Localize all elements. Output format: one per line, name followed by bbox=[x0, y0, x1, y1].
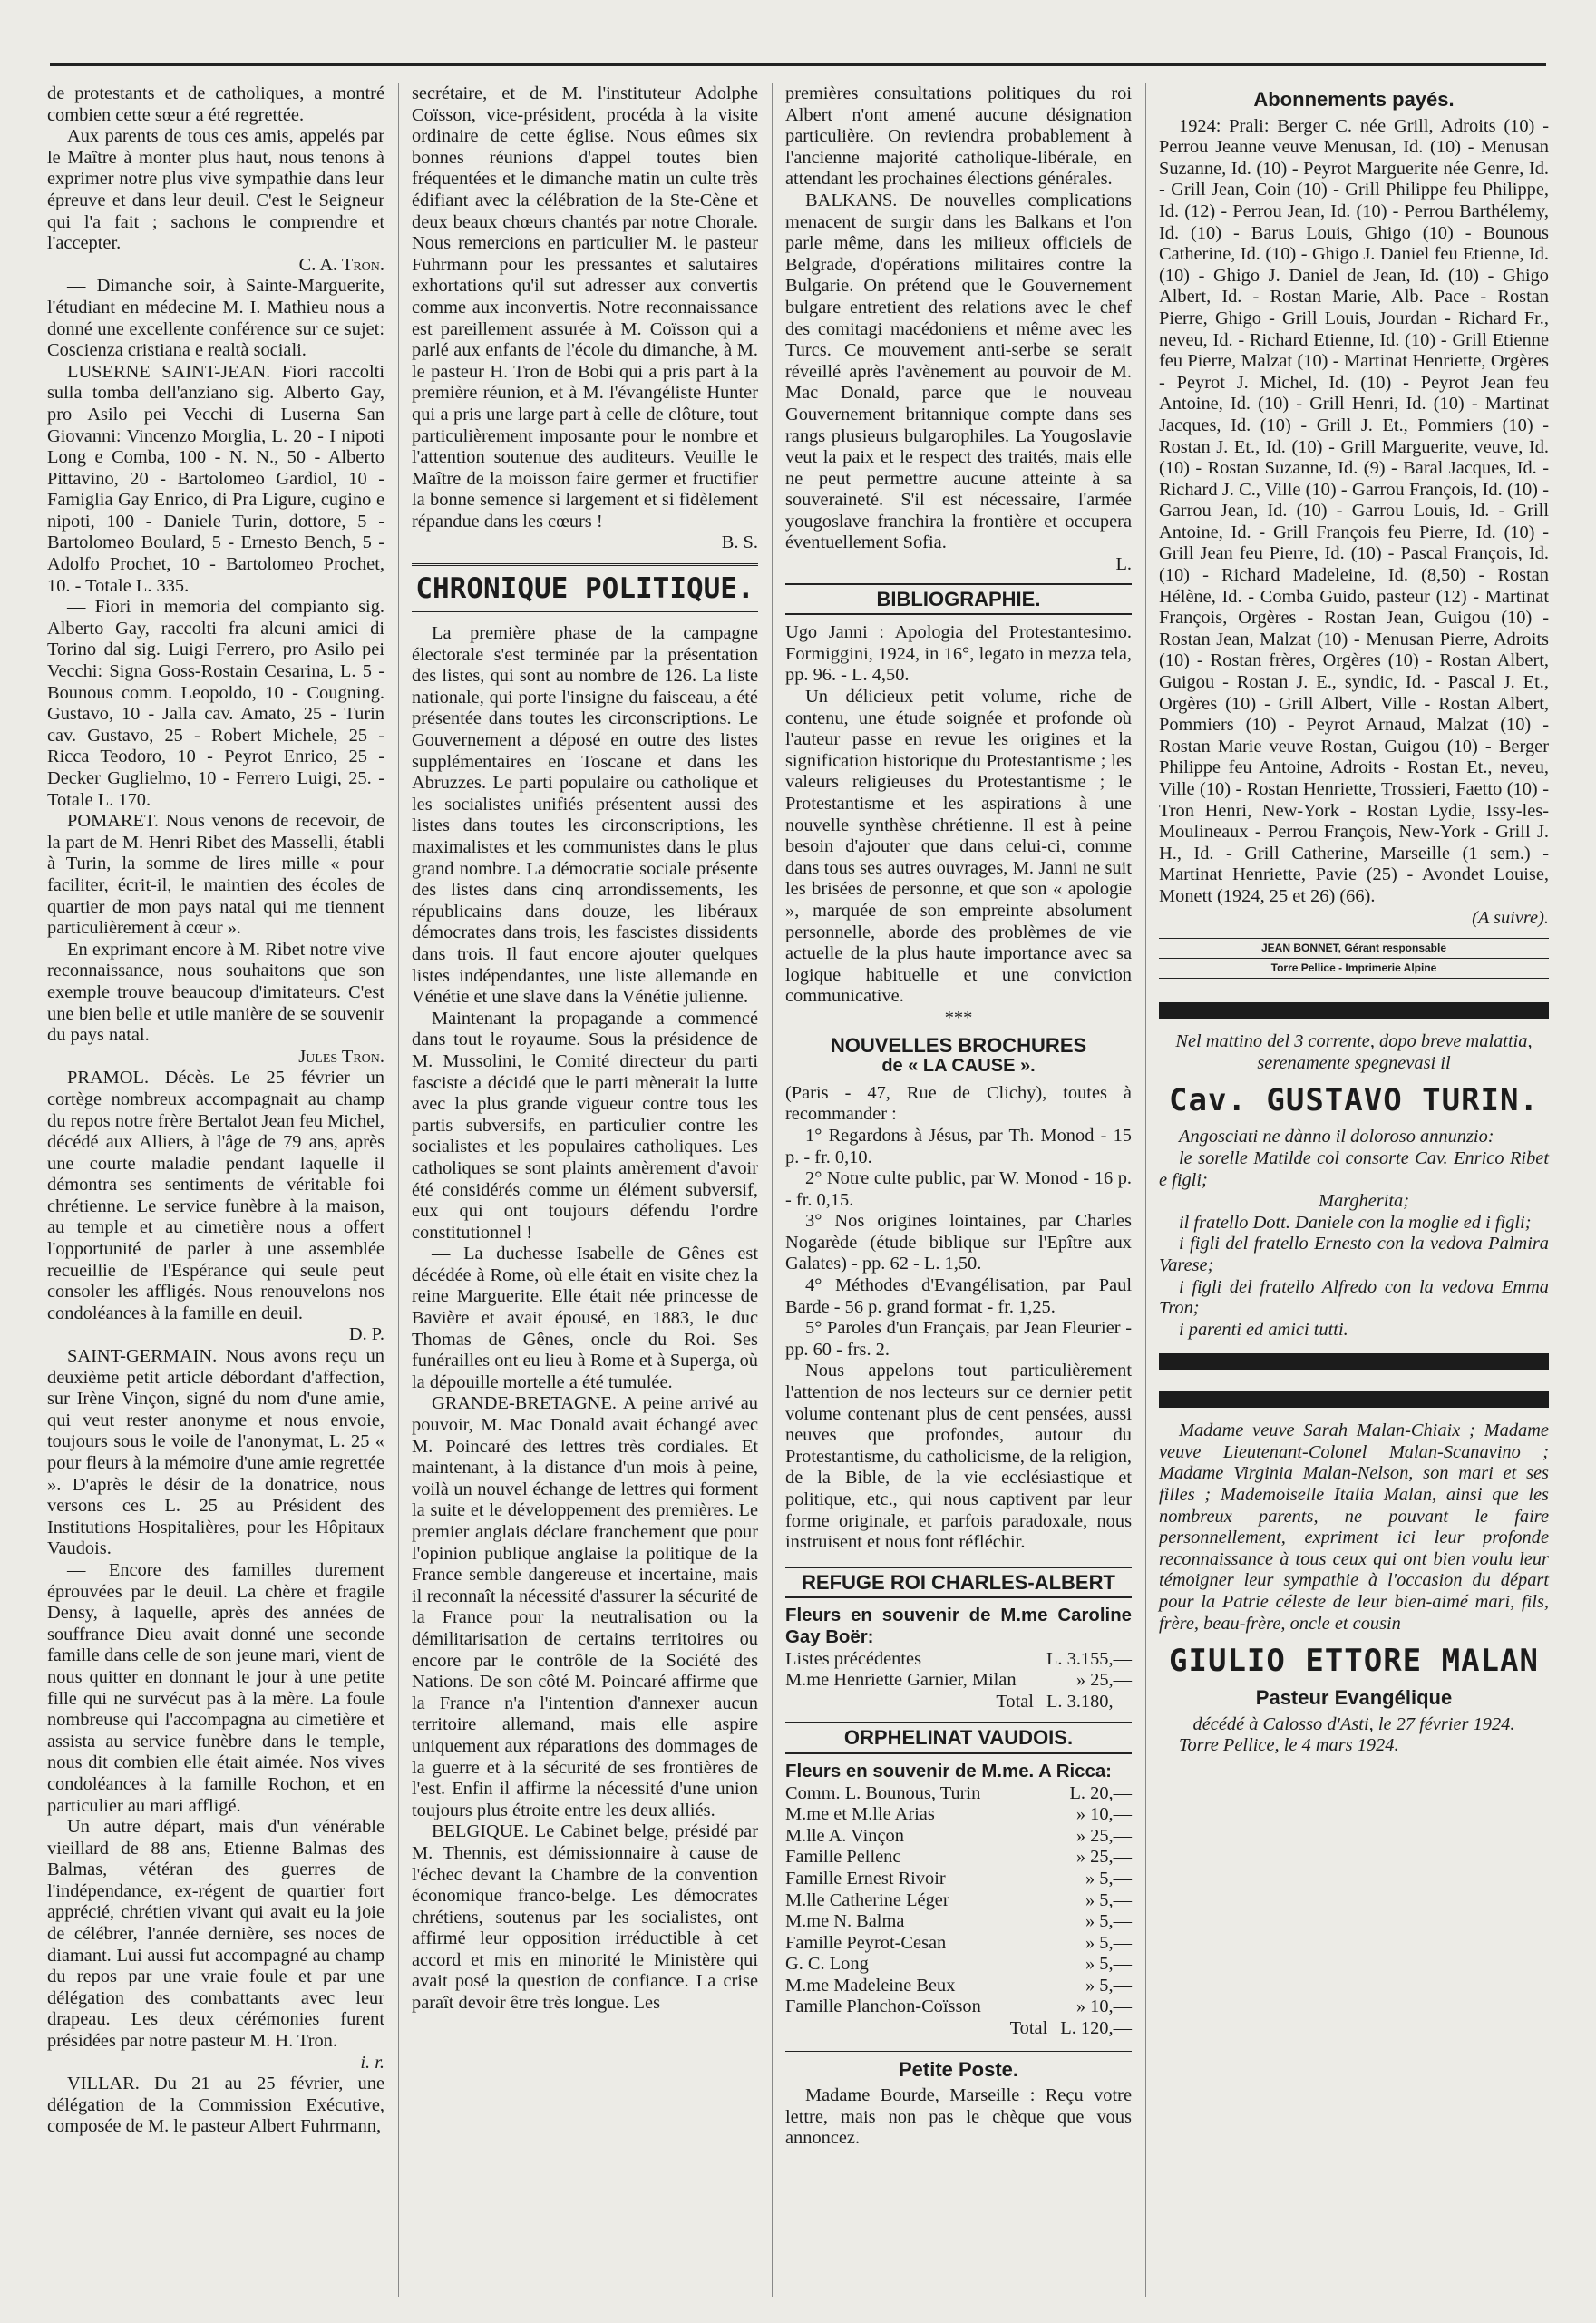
obituary-text: Madame veuve Sarah Malan-Chiaix ; Madame veuve Lieutenant-Colonel Malan-Scanavino ; Madame Virginia Malan-Nelson, son mari et ses filles ; Mademoiselle Italia Malan, ainsi que les nombreux parents, ne pouvant le faire personnellement, expriment ici leur profonde reconnaissance à tous ceux qui ont bien voulu leur témoigner leur sympathie à l'occasion du départ pour la Patrie céleste de leur bien-aimé mari, fils, frère, beau-frère, oncle et cousin bbox=[1159, 1420, 1549, 1634]
obituary-death: décédé à Calosso d'Asti, le 27 février 1924. bbox=[1192, 1713, 1515, 1734]
paragraph: secrétaire, et de M. l'instituteur Adolphe Coïsson, vice-président, procéda à la visite ordinaire de cette église. Nous eûmes six bonnes réunions d'appel toutes bien fréquentées et le dimanche matin un culte très édifiant avec la célébration de la Ste-Cène et deux beaux chœurs chantés par notre Chorale. Nous remercions en particulier M. le pasteur Fuhrmann pour les pressantes et salutaires exhortations qu'il sut adresser aux convertis comme aux inconvertis. Notre reconnaissance est pareillement assurée à M. Coïsson qui a parlé aux enfants de l'école du dimanche, à M. le pasteur H. Tron de Bobi qui a pris part à la première réunion, et à M. l'évangéliste Hunter qui a pris une large part à celle de clôture, tout particulièrement imposante pour le nombre et l'attention soutenue des auditeurs. Veuille le Maître de la moisson faire germer et fructifier la bonne semence si largement et si fidèlement répandue dans les cœurs ! bbox=[412, 83, 758, 532]
paragraph: (Paris - 47, Rue de Clichy), toutes à recommander : bbox=[785, 1082, 1132, 1125]
donation-row bbox=[785, 1783, 1132, 1805]
paragraph: PRAMOL. Décès. Le 25 février un cortège nombreux accompagnait au champ du repos notre frère Bertalot Jean feu Michel, décédé aux Alliers, à l'âge de 79 ans, après une courte maladie pendant laquelle il démontra ses sentiments de véritable foi chrétienne. Le service funèbre à la maison, au temple et au cimetière nous a offert l'opportunité de parler à une assemblée recueillie de l'Espérance qui seule peut consoler les affligés. Nous renouvelons nos condoléances à la famille en deuil. bbox=[47, 1068, 384, 1323]
donor-name: Famille Peyrot-Cesan bbox=[785, 1932, 947, 1953]
donation-amount: » 10,— bbox=[1075, 1996, 1132, 2017]
mourning-band bbox=[1159, 1002, 1549, 1019]
obituary-name: GIULIO ETTORE MALAN bbox=[1169, 1643, 1539, 1680]
section-title-bibliographie: BIBLIOGRAPHIE. bbox=[785, 583, 1132, 616]
donation-row bbox=[785, 1890, 1132, 1912]
top-rule bbox=[50, 63, 1546, 66]
obituary-line: Angosciati ne dànno il doloroso annunzio: bbox=[1179, 1127, 1494, 1147]
donor-name: G. C. Long bbox=[785, 1954, 869, 1975]
obituary-line: i figli del fratello Alfredo con la vedova Emma Tron; bbox=[1159, 1276, 1549, 1319]
donor-name: Listes précédentes bbox=[785, 1648, 922, 1669]
obituary-line: i figli del fratello Ernesto con la vedova Palmira Varese; bbox=[1159, 1234, 1549, 1275]
donation-amount: L. 3.180,— bbox=[1046, 1691, 1132, 1712]
donation-amount: » 5,— bbox=[1085, 1954, 1132, 1975]
book-reference: Ugo Janni : Apologia del Protestantesimo. Formiggini, 1924, in 16°, legato in mezza tela, pp. 96. - L. 4,50. bbox=[785, 622, 1132, 686]
section-title-abonnements: Abonnements payés. bbox=[1253, 88, 1455, 111]
donor-name: M.me et M.lle Arias bbox=[785, 1804, 935, 1825]
section-title-brochures: NOUVELLES BROCHURES bbox=[830, 1033, 1087, 1057]
paragraph: SAINT-GERMAIN. Nous avons reçu un deuxième petit article débordant d'affection, sur Irène Vinçon, signé du nom d'une amie, qui veut rester anonyme et nous envoie, toujours sous le voile de l'anonymat, L. 25 « pour fleurs à la mémoire d'une amie regrettée ». D'après le désir de la donatrice, nous versons ces L. 25 au Président des Institutions Hospitalières, pour les Hôpitaux Vaudois. bbox=[47, 1346, 384, 1559]
donation-amount: » 5,— bbox=[1085, 1889, 1132, 1910]
mourning-band bbox=[1159, 1391, 1549, 1408]
donation-row bbox=[785, 1954, 1132, 1976]
donor-name: M.me Henriette Garnier, Milan bbox=[785, 1670, 1017, 1691]
section-subtitle-orphelinat: Fleurs en souvenir de M.me. A Ricca: bbox=[785, 1761, 1112, 1781]
section-title-refuge: REFUGE ROI CHARLES-ALBERT bbox=[785, 1567, 1132, 1599]
donation-amount: » 5,— bbox=[1085, 1868, 1132, 1889]
imprint-box bbox=[1159, 938, 1549, 979]
paragraph: Un autre départ, mais d'un vénérable vieillard de 88 ans, Etienne Balmas des Balmas, vétéran des guerres de l'indépendance, ex-régent de quartier fort apprécié, chrétien vivant qui avait eu la joie de célébrer, l'année dernière, ses noces de diamant. Lui aussi fut accompagné au champ du repos par une vraie foule et par une délégation des combattants avec leur drapeau. Les deux cérémonies furent présidées par notre pasteur M. H. Tron. bbox=[47, 1817, 384, 2052]
to-be-continued: (A suivre). bbox=[1472, 907, 1549, 928]
donation-amount: » 5,— bbox=[1085, 1975, 1132, 1996]
obituary-title: Pasteur Evangélique bbox=[1255, 1686, 1453, 1710]
obituary-line: le sorelle Matilde col consorte Cav. Enrico Ribet e figli; bbox=[1159, 1147, 1549, 1190]
paragraph: BALKANS. De nouvelles complications menacent de surgir dans les Balkans et l'on parle même, dans les milieux officiels de Belgrade, d'opérations militaires contre la Bulgarie. On prétend que le Gouvernement bulgare entretient des relations avec le chef des comitagi macédoniens et même avec les Turcs. Ce mouvement anti-serbe se serait réveillé après l'avènement au pouvoir de M. Mac Donald, parce que le nouveau Gouvernement britannique compte dans ses rangs plusieurs bulgarophiles. La Yougoslavie veut la paix et le respect des traités, mais elle ne peut permettre aucune atteinte à sa souveraineté. S'il est nécessaire, l'armée yougoslave franchira la frontière et occupera éventuellement Sofia. bbox=[785, 190, 1132, 553]
donor-name: M.lle A. Vinçon bbox=[785, 1825, 904, 1846]
paragraph: — Encore des familles durement éprouvées par le deuil. La chère et fragile Densy, à laquelle, après des années de souffrance Dieu avait donné une seconde famille dans celle de son jeune mari, vient de nous quitter en donnant le jour à une petite fille qui ne survécut pas à la mère. La foule nombreuse qui l'accompagna au cimetière et assista au service funèbre dans le temple, nous dit combien elle était aimée. Nos vives condoléances à la famille Rochon, et en particulier au mari affligé. bbox=[47, 1559, 384, 1816]
donation-amount: L. 3.155,— bbox=[1046, 1648, 1132, 1669]
donation-amount: » 10,— bbox=[1075, 1804, 1132, 1825]
donation-row bbox=[785, 1996, 1132, 2018]
signature: Jules Tron. bbox=[298, 1046, 384, 1067]
signature: C. A. Tron. bbox=[298, 254, 384, 275]
donation-row bbox=[785, 1649, 1132, 1671]
list-item: 5° Paroles d'un Français, par Jean Fleurier - pp. 60 - frs. 2. bbox=[785, 1318, 1132, 1360]
donation-row bbox=[785, 1911, 1132, 1933]
donor-name: M.me N. Balma bbox=[785, 1911, 905, 1932]
section-title-petite-poste: Petite Poste. bbox=[785, 2051, 1132, 2081]
paragraph: Aux parents de tous ces amis, appelés par le Maître à monter plus haut, nous tenons à exprimer notre plus vive sympathie dans leur épreuve et dans leur deuil. C'est le Seigneur qui l'a fait ; sachons le comprendre et l'accepter. bbox=[47, 126, 384, 254]
paragraph: Maintenant la propagande a commencé dans tout le royaume. Sous la présidence de M. Mussolini, le Comité directeur du parti fasciste a décidé que le parti mènerait la lutte avec la plus grande vigueur contre tous les partis subversifs, en particulier contre les socialistes et les populaires catholiques. Les catholiques se sont plaints amèrement d'avoir été considérés comme un élément subversif, eux qui ont toujours défendu l'ordre constitutionnel ! bbox=[412, 1008, 758, 1243]
donor-name: Famille Ernest Rivoir bbox=[785, 1868, 946, 1889]
paragraph: — La duchesse Isabelle de Gênes est décédée à Rome, où elle était en visite chez la reine Marguerite. Elle était née princesse de Bavière et avait épousé, en 1883, le duc Thomas de Gênes, oncle du Roi. Ses funérailles ont eu lieu à Rome et à Superga, où la dépouille mortelle a été tumulée. bbox=[412, 1244, 758, 1392]
obituary-intro: Nel mattino del 3 corrente, dopo breve malattia, serenamente spegnevasi il bbox=[1175, 1031, 1533, 1073]
orphelinat-list bbox=[785, 1783, 1132, 2040]
obituary-place: Torre Pellice, le 4 mars 1924. bbox=[1179, 1735, 1399, 1756]
mourning-band bbox=[1159, 1353, 1549, 1370]
donation-row bbox=[785, 1847, 1132, 1869]
paragraph: Nous appelons tout particulièrement l'attention de nos lecteurs sur ce dernier petit volume contenant plus de cent pensées, aussi neuves que profondes, autour du Protestantisme, du catholicisme, de la religion, de la Bible, de la vie ecclésiastique et politique, etc., qui nous captivent par leur forme originale, et parfois paradoxale, nous instruisent et nous font réfléchir. bbox=[785, 1361, 1132, 1553]
refuge-list bbox=[785, 1649, 1132, 1713]
obituary-line: i parenti ed amici tutti. bbox=[1179, 1319, 1348, 1340]
donor-name: Famille Planchon-Coïsson bbox=[785, 1996, 981, 2017]
donor-name: Total bbox=[1009, 2018, 1048, 2039]
donation-amount: » 25,— bbox=[1075, 1847, 1132, 1868]
donor-name: Total bbox=[996, 1691, 1034, 1712]
signature: B. S. bbox=[721, 532, 758, 553]
donation-row bbox=[785, 1692, 1132, 1713]
donation-row bbox=[785, 1869, 1132, 1890]
separator-stars: *** bbox=[944, 1007, 973, 1028]
donation-amount: » 25,— bbox=[1075, 1825, 1132, 1846]
paragraph: — Fiori in memoria del compianto sig. Alberto Gay, raccolti fra alcuni amici di Torino dal sig. Luigi Ferrero, pro Asilo pei Vecchi: Signa Goss-Rostain Cesarina, L. 5 - Bounous comm. Leopoldo, 10 - Cougning. Gustavo, 10 - Jalla cav. Amato, 25 - Turin cav. Gustavo, 25 - Robert Michele, 25 - Ricca Teodoro, 10 - Peyrot Enrico, 25 - Decker Guglielmo, 10 - Ferrero Luigi, 25. - Totale L. 170. bbox=[47, 597, 384, 810]
donation-amount: » 5,— bbox=[1085, 1932, 1132, 1953]
obituary-line: il fratello Dott. Daniele con la moglie ed i figli; bbox=[1179, 1212, 1532, 1233]
section-subtitle-refuge: Fleurs en souvenir de M.me Caroline Gay Boër: bbox=[785, 1606, 1132, 1647]
paragraph: LUSERNE SAINT-JEAN. Fiori raccolti sulla tomba dell'anziano sig. Alberto Gay, pro Asilo pei Vecchi di Luserna San Giovanni: Vincenzo Morglia, L. 20 - I nipoti Long e Comba, 100 - N. N., 50 - Alberto Pittavino, 20 - Bartolomeo Gardiol, 10 - Famiglia Gay Enrico, di Pra Ligure, cugino e nipoti, 100 - Daniele Turin, dottore, 5 - Bartolomeo Boulard, 5 - Ernesto Bench, 5 - Adolfo Prochet, 10 - Bartolomeo Prochet, 10. - Totale L. 335. bbox=[47, 361, 384, 596]
donation-row bbox=[785, 1976, 1132, 1997]
list-item: 2° Notre culte public, par W. Monod - 16 p. - fr. 0,15. bbox=[785, 1168, 1132, 1210]
donation-amount: » 25,— bbox=[1075, 1670, 1132, 1691]
signature: D. P. bbox=[348, 1324, 384, 1345]
paragraph: — Dimanche soir, à Sainte-Marguerite, l'étudiant en médecine M. I. Mathieu nous a donné une excellente conférence sur ce sujet: Coscienza cristiana e realtà sociali. bbox=[47, 276, 384, 361]
gerant-line: JEAN BONNET, Gérant responsable bbox=[1260, 942, 1447, 955]
section-title-orphelinat: ORPHELINAT VAUDOIS. bbox=[785, 1722, 1132, 1754]
donor-name: M.me Madeleine Beux bbox=[785, 1975, 956, 1996]
donation-row bbox=[785, 1826, 1132, 1848]
paragraph: de protestants et de catholiques, a montré combien cette sœur a été regrettée. bbox=[47, 83, 384, 125]
obituary-name: Cav. GUSTAVO TURIN. bbox=[1169, 1082, 1539, 1119]
paragraph: La première phase de la campagne électorale s'est terminée par la présentation des listes, qui sont au nombre de 126. La liste nationale, qui porte l'insigne du faisceau, a été présentée dans toutes les circonscriptions. Le Gouvernement a déposé en outre des listes supplémentaires en Toscane et dans les Abruzzes. Le parti populaire ou catholique et les socialistes unifiés présentent aussi des listes dans toutes les circonscriptions, les maximalistes et les communistes dans le plus grand nombre. La démocratie sociale présente des listes dans cinq arrondissements, les républicains dans douze, les libéraux démocrates dans trois, les fascistes dissidents dans trois. Il faut encore ajouter quelques listes indépendantes, une liste allemande en Vénétie et une slave dans la Vénétie julienne. bbox=[412, 623, 758, 1008]
section-title-chronique: CHRONIQUE POLITIQUE. bbox=[412, 563, 758, 612]
signature: L. bbox=[1115, 554, 1132, 575]
section-subtitle-brochures: de « LA CAUSE ». bbox=[881, 1056, 1036, 1077]
paragraph: En exprimant encore à M. Ribet notre vive reconnaissance, nous souhaitons que son exemple trouve beaucoup d'imitateurs. C'est une bien belle et utile manière de se souvenir du pays natal. bbox=[47, 939, 384, 1046]
donation-amount: L. 120,— bbox=[1060, 2018, 1132, 2039]
donation-row bbox=[785, 1933, 1132, 1955]
donation-amount: » 5,— bbox=[1085, 1911, 1132, 1932]
paragraph: BELGIQUE. Le Cabinet belge, présidé par M. Thennis, est démissionnaire à cause de l'échec devant la Chambre de la convention économique franco-belge. Les démocrates chrétiens, soutenus par les socialistes, ont affirmé leur opposition irréductible à cet accord et mis en minorité le Ministère qui avait posé la question de confiance. La crise paraît devoir être très longue. Les bbox=[412, 1821, 758, 2014]
list-item: 1° Regardons à Jésus, par Th. Monod - 15 p. - fr. 0,10. bbox=[785, 1125, 1132, 1167]
donor-name: M.lle Catherine Léger bbox=[785, 1889, 949, 1910]
paragraph: 1924: Prali: Berger C. née Grill, Adroits (10) - Perrou Jeanne veuve Menusan, Id. (10) - Menusan Suzanne, Id. (10) - Peyrot Marguerite née Genre, Id. - Grill Jean, Coin (10) - Grill Philippe feu Philippe, Id. (12) - Perrou Jean, Id. (10) - Perrou Barthélemy, Id. (10) - Barus Louis, Ghigo (10) - Bounous Catherine, Id. (10) - Ghigo J. Daniel feu Etienne, Id. (10) - Ghigo J. Daniel de Jean, Id. (10) - Ghigo Albert, Id. - Rostan Marie, Alb. Pace - Rostan Pierre, Ghigo - Grill Louis, Jourdan - Richard Fr., neveu, Id. - Richard Etienne, Id. (10) - Grill Etienne feu Pierre, Malzat (10) - Martinat Henriette, Orgères - Peyrot J. Michel, Id. (10) - Peyrot Jean feu Antoine, Id. (10) - Grill Henri, Id. (10) - Martinat Jacques, Id. (10) - Grill J. Et., Pommiers (10) - Rostan J. Et., Id. (10) - Grill Marguerite, veuve, Id. (10) - Rostan Suzanne, Id. (9) - Baral Jacques, Id. - Richard J. C., Ville (10) - Garrou François, Id. (10) - Garrou Jean, Id. (10) - Garrou Louis, Id. - Grill Antoine, Id. - Grill François feu Pierre, Id. (10) - Grill Jean feu Pierre, Id. (10) - Pascal François, Id. (10) - Richard Madeleine, Id. (8,50) - Rostan Hélène, Id. - Comba Guido, pasteur (12) - Martinat François, Orgères - Rostan Jean, Guigou (10) - Rostan Jean, Malzat (10) - Menusan Pierre, Adroits (10) - Rostan frères, Orgères (10) - Rostan Albert, Guigou - Rostan J. E., syndic, Id. - Pascal J. Et., Orgères (10) - Grill Albert, Ville - Rostan Albert, Pommiers (10) - Peyrot Arnaud, Malzat (10) - Rostan Marie veuve Rostan, Guigou (10) - Berger Philippe feu Antoine, Adroits - Rostan Et., neveu, Ville (10) - Rostan Henriette, Trossieri, Faetto (10) - Tron Henri, New-York - Rostan Lydie, Issy-les-Moulineaux - Perrou François, New-York - Grill J. H., Id. - Grill Catherine, Marseille (1 sem.) - Martinat Henriette, Pavie (25) - Avondet Louise, Monett (1924, 25 et 26) (66). bbox=[1159, 115, 1549, 906]
list-item: 4° Méthodes d'Evangélisation, par Paul Barde - 56 p. grand format - fr. 1,25. bbox=[785, 1275, 1132, 1317]
paragraph: premières consultations politiques du roi Albert n'ont amené aucune désignation particulière. On reviendra probablement à l'ancienne majorité catholique-libérale, en attendant les prochaines élections générales. bbox=[785, 83, 1132, 190]
donor-name: Comm. L. Bounous, Turin bbox=[785, 1782, 981, 1803]
paragraph: Un délicieux petit volume, riche de contenu, une étude soignée et profonde où l'auteur passe en revue les origines et la signification historique du Protestantisme ; les valeurs religieuses du Protestantisme ; le Protestantisme et les aspirations à une nouvelle synthèse chrétienne. Il est à peine besoin d'ajouter que dans celui-ci, comme dans tous ses autres ouvrages, M. Janni ne suit les brisées de personne, et que son « apologie », marquée de son empreinte absolument personnelle, aborde des problèmes de vie actuelle de la plus haute importance avec sa logique habituelle et une conviction communicative. bbox=[785, 687, 1132, 1007]
donation-amount: L. 20,— bbox=[1069, 1782, 1132, 1803]
paragraph: VILLAR. Du 21 au 25 février, une délégation de la Commission Exécutive, composée de M. le pasteur Albert Fuhrmann, bbox=[47, 2074, 384, 2137]
paragraph: Madame Bourde, Marseille : Reçu votre lettre, mais non pas le chèque que vous annoncez. bbox=[785, 2085, 1132, 2149]
list-item: 3° Nos origines lointaines, par Charles Nogarède (étude biblique sur l'Epître aux Galates) - pp. 62 - L. 1,50. bbox=[785, 1211, 1132, 1274]
paragraph: POMARET. Nous venons de recevoir, de la part de M. Henri Ribet des Masselli, établi à Turin, la somme de lires mille « pour faciliter, écrit-il, le maintien des écoles de quartier de mon pays natal qui me tiennent particulièrement à cœur ». bbox=[47, 811, 384, 939]
obituary-line: Margherita; bbox=[1318, 1191, 1410, 1212]
column-3 bbox=[773, 83, 1144, 2297]
column-2 bbox=[399, 83, 771, 2297]
donation-row bbox=[785, 1670, 1132, 1692]
printer-line: Torre Pellice - Imprimerie Alpine bbox=[1159, 958, 1549, 975]
donor-name: Famille Pellenc bbox=[785, 1847, 901, 1868]
signature: i. r. bbox=[360, 2052, 384, 2073]
column-4 bbox=[1146, 83, 1562, 2297]
donation-row bbox=[785, 1804, 1132, 1826]
donation-row bbox=[785, 2018, 1132, 2040]
paragraph: GRANDE-BRETAGNE. A peine arrivé au pouvoir, M. Mac Donald avait échangé avec M. Poincaré des lettres très cordiales. Et maintenant, à la distance d'un mois à peine, voilà un nouvel échange de lettres qui forment la suite et le développement des premières. Le premier anglais déclare franchement que pour l'opinion publique anglaise la politique de la France semble dangereuse et incertaine, mais il reconnaît la nécessité d'assurer la sécurité de la France pour la neutralisation ou la démilitarisation de certains territoires ou encore par le contrôle de la Société des Nations. De son côté M. Poincaré affirme que la France n'a l'intention d'annexer aucun territoire allemand, mais elle aspire uniquement aux réparations des dommages de la guerre et à la sécurité de ses frontières de l'est. Enfin il affirme la nécessité d'une union toujours plus étroite entre les deux alliés. bbox=[412, 1393, 758, 1820]
column-1 bbox=[34, 83, 397, 2297]
